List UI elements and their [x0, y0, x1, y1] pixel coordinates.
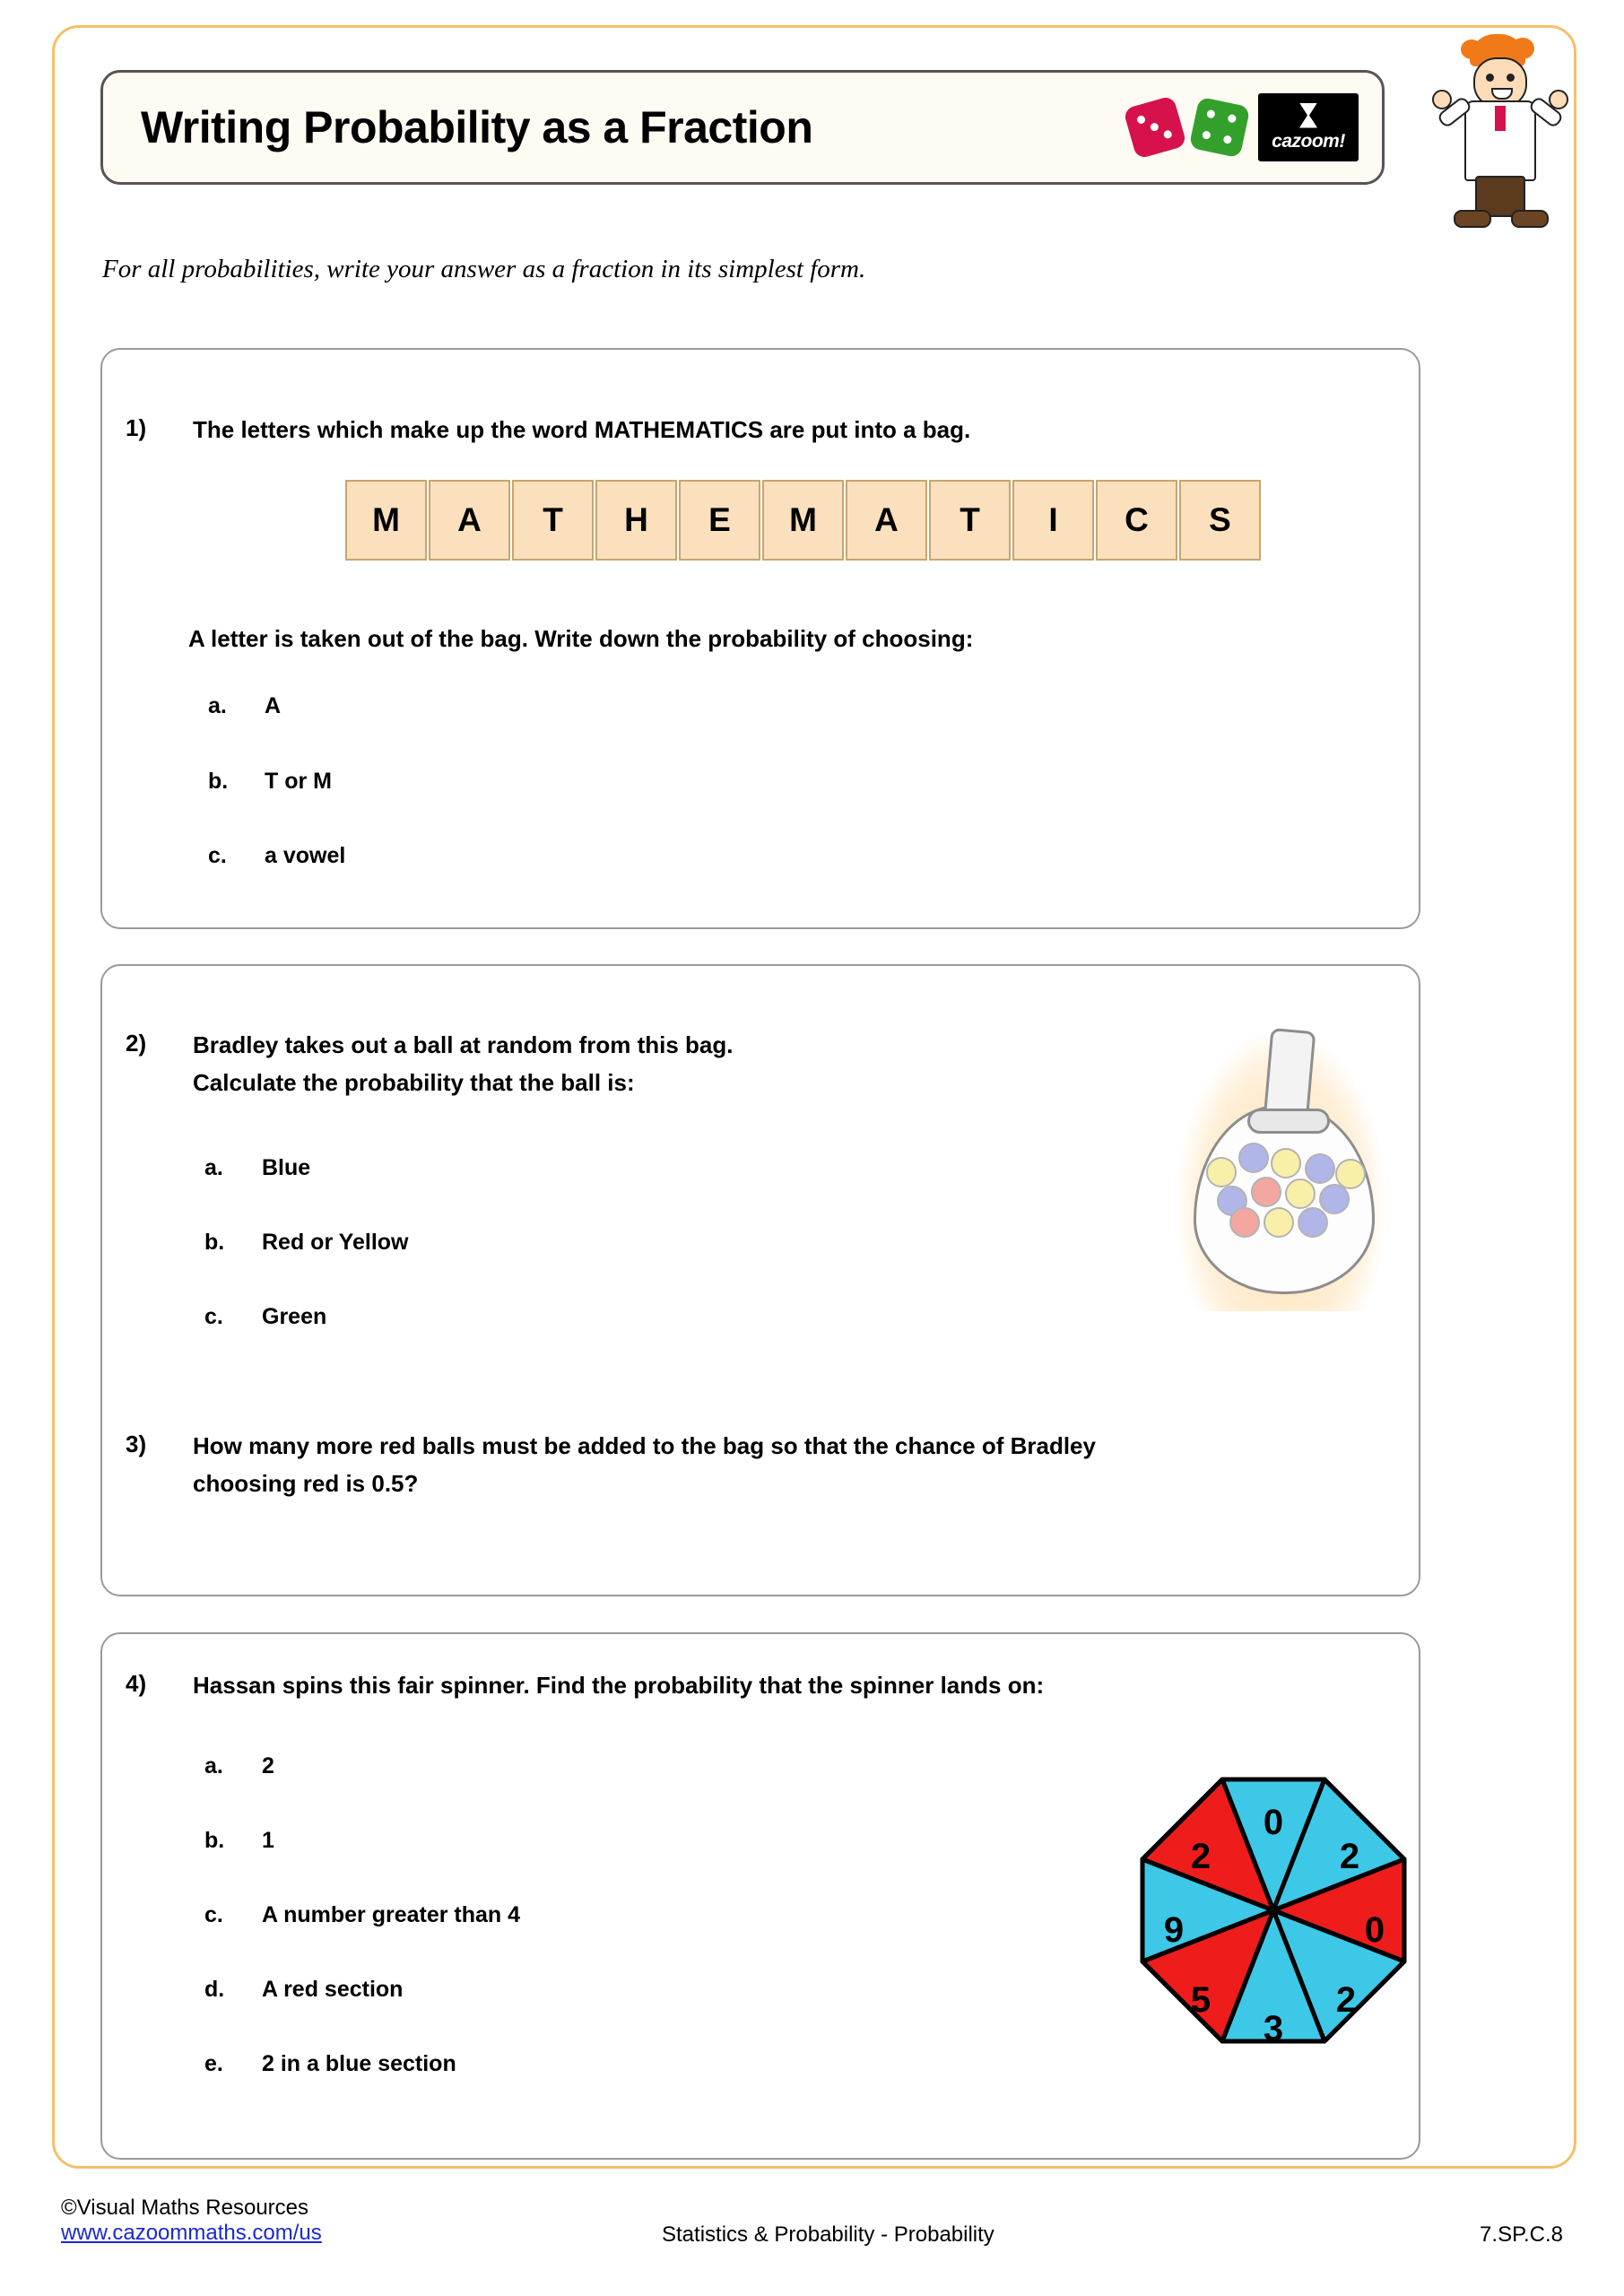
footer-topic: Statistics & Probability - Probability	[662, 2222, 994, 2247]
question-1-prompt: A letter is taken out of the bag. Write down the probability of choosing:	[188, 625, 974, 652]
question-2-line-1: Bradley takes out a ball at random from this bag.	[193, 1031, 734, 1058]
logo-wordmark: cazoom!	[1272, 130, 1345, 152]
question-1-number: 1)	[126, 414, 147, 441]
letter-tile: E	[679, 480, 760, 561]
green-die-icon	[1189, 97, 1251, 159]
letter-tile: H	[595, 480, 677, 561]
q1-part-b-text: T or M	[265, 769, 332, 794]
title-bar	[100, 70, 1385, 185]
q1-part-a-text: A	[265, 693, 282, 718]
scientist-mascot-icon	[1437, 34, 1563, 240]
question-3-number: 3)	[126, 1431, 147, 1457]
q2-part-c-letter: c.	[204, 1304, 223, 1329]
question-3-line-2: choosing red is 0.5?	[193, 1470, 419, 1497]
letter-tile: A	[846, 480, 927, 561]
spinner-label-1: 2	[1339, 1837, 1360, 1876]
letter-tile: T	[512, 480, 594, 561]
octagonal-spinner-icon	[1125, 1762, 1421, 2058]
spinner-label-0: 0	[1263, 1803, 1284, 1842]
footer-standard-code: 7.SP.C.8	[1480, 2222, 1563, 2247]
page-title: Writing Probability as a Fraction	[141, 102, 813, 152]
question-4-number: 4)	[126, 1670, 147, 1697]
spinner-label-2: 0	[1364, 1910, 1385, 1950]
q4-part-a-letter: a.	[204, 1753, 223, 1779]
spinner-label-3: 2	[1335, 1980, 1357, 2020]
q4-part-d-text: A red section	[262, 1977, 404, 2002]
footer-website-link[interactable]: www.cazoommaths.com/us	[61, 2221, 322, 2245]
spinner-label-4: 3	[1263, 2009, 1284, 2048]
q4-part-c-text: A number greater than 4	[262, 1902, 521, 1927]
title-icons	[1129, 93, 1359, 161]
q2-part-a-text: Blue	[262, 1155, 311, 1180]
letter-tile: A	[429, 480, 510, 561]
q1-part-a-letter: a.	[208, 693, 227, 718]
question-4-text: Hassan spins this fair spinner. Find the probability that the spinner lands on:	[193, 1672, 1045, 1699]
footer-left	[61, 2196, 322, 2246]
letter-tile: S	[1179, 480, 1261, 561]
instruction-text: For all probabilities, write your answer as a fraction in its simplest form.	[102, 255, 866, 283]
footer-copyright: ©Visual Maths Resources	[61, 2196, 309, 2220]
q2-part-b-text: Red or Yellow	[262, 1230, 409, 1255]
q4-part-e-text: 2 in a blue section	[262, 2051, 456, 2076]
q1-part-c-letter: c.	[208, 843, 227, 868]
letter-tiles	[345, 480, 1261, 561]
question-1-text: The letters which make up the word MATHEMATICS are put into a bag.	[193, 416, 971, 443]
spinner-label-6: 9	[1163, 1910, 1185, 1950]
q4-part-b-text: 1	[262, 1828, 274, 1853]
q1-part-b-letter: b.	[208, 769, 229, 794]
q4-part-d-letter: d.	[204, 1977, 225, 2002]
spinner-label-7: 2	[1190, 1837, 1211, 1876]
question-3-line-1: How many more red balls must be added to the bag so that the chance of Bradley	[193, 1432, 1096, 1459]
q2-part-c-text: Green	[262, 1304, 327, 1329]
red-die-icon	[1123, 95, 1187, 160]
q4-part-e-letter: e.	[204, 2051, 223, 2076]
question-2-number: 2)	[126, 1030, 147, 1057]
spinner-label-5: 5	[1190, 1980, 1211, 2020]
q1-part-c-text: a vowel	[265, 843, 346, 868]
cazoom-logo	[1258, 93, 1359, 161]
q2-part-b-letter: b.	[204, 1230, 225, 1255]
question-2-line-2: Calculate the probability that the ball is:	[193, 1069, 635, 1096]
q4-part-c-letter: c.	[204, 1902, 223, 1927]
letter-tile: M	[762, 480, 844, 561]
q4-part-a-text: 2	[262, 1753, 274, 1779]
q4-part-b-letter: b.	[204, 1828, 225, 1853]
letter-tile: T	[929, 480, 1011, 561]
bag-of-balls-icon	[1170, 1022, 1394, 1318]
letter-tile: C	[1096, 480, 1177, 561]
hourglass-icon	[1299, 103, 1317, 128]
q2-part-a-letter: a.	[204, 1155, 223, 1180]
letter-tile: M	[345, 480, 427, 561]
letter-tile: I	[1012, 480, 1094, 561]
